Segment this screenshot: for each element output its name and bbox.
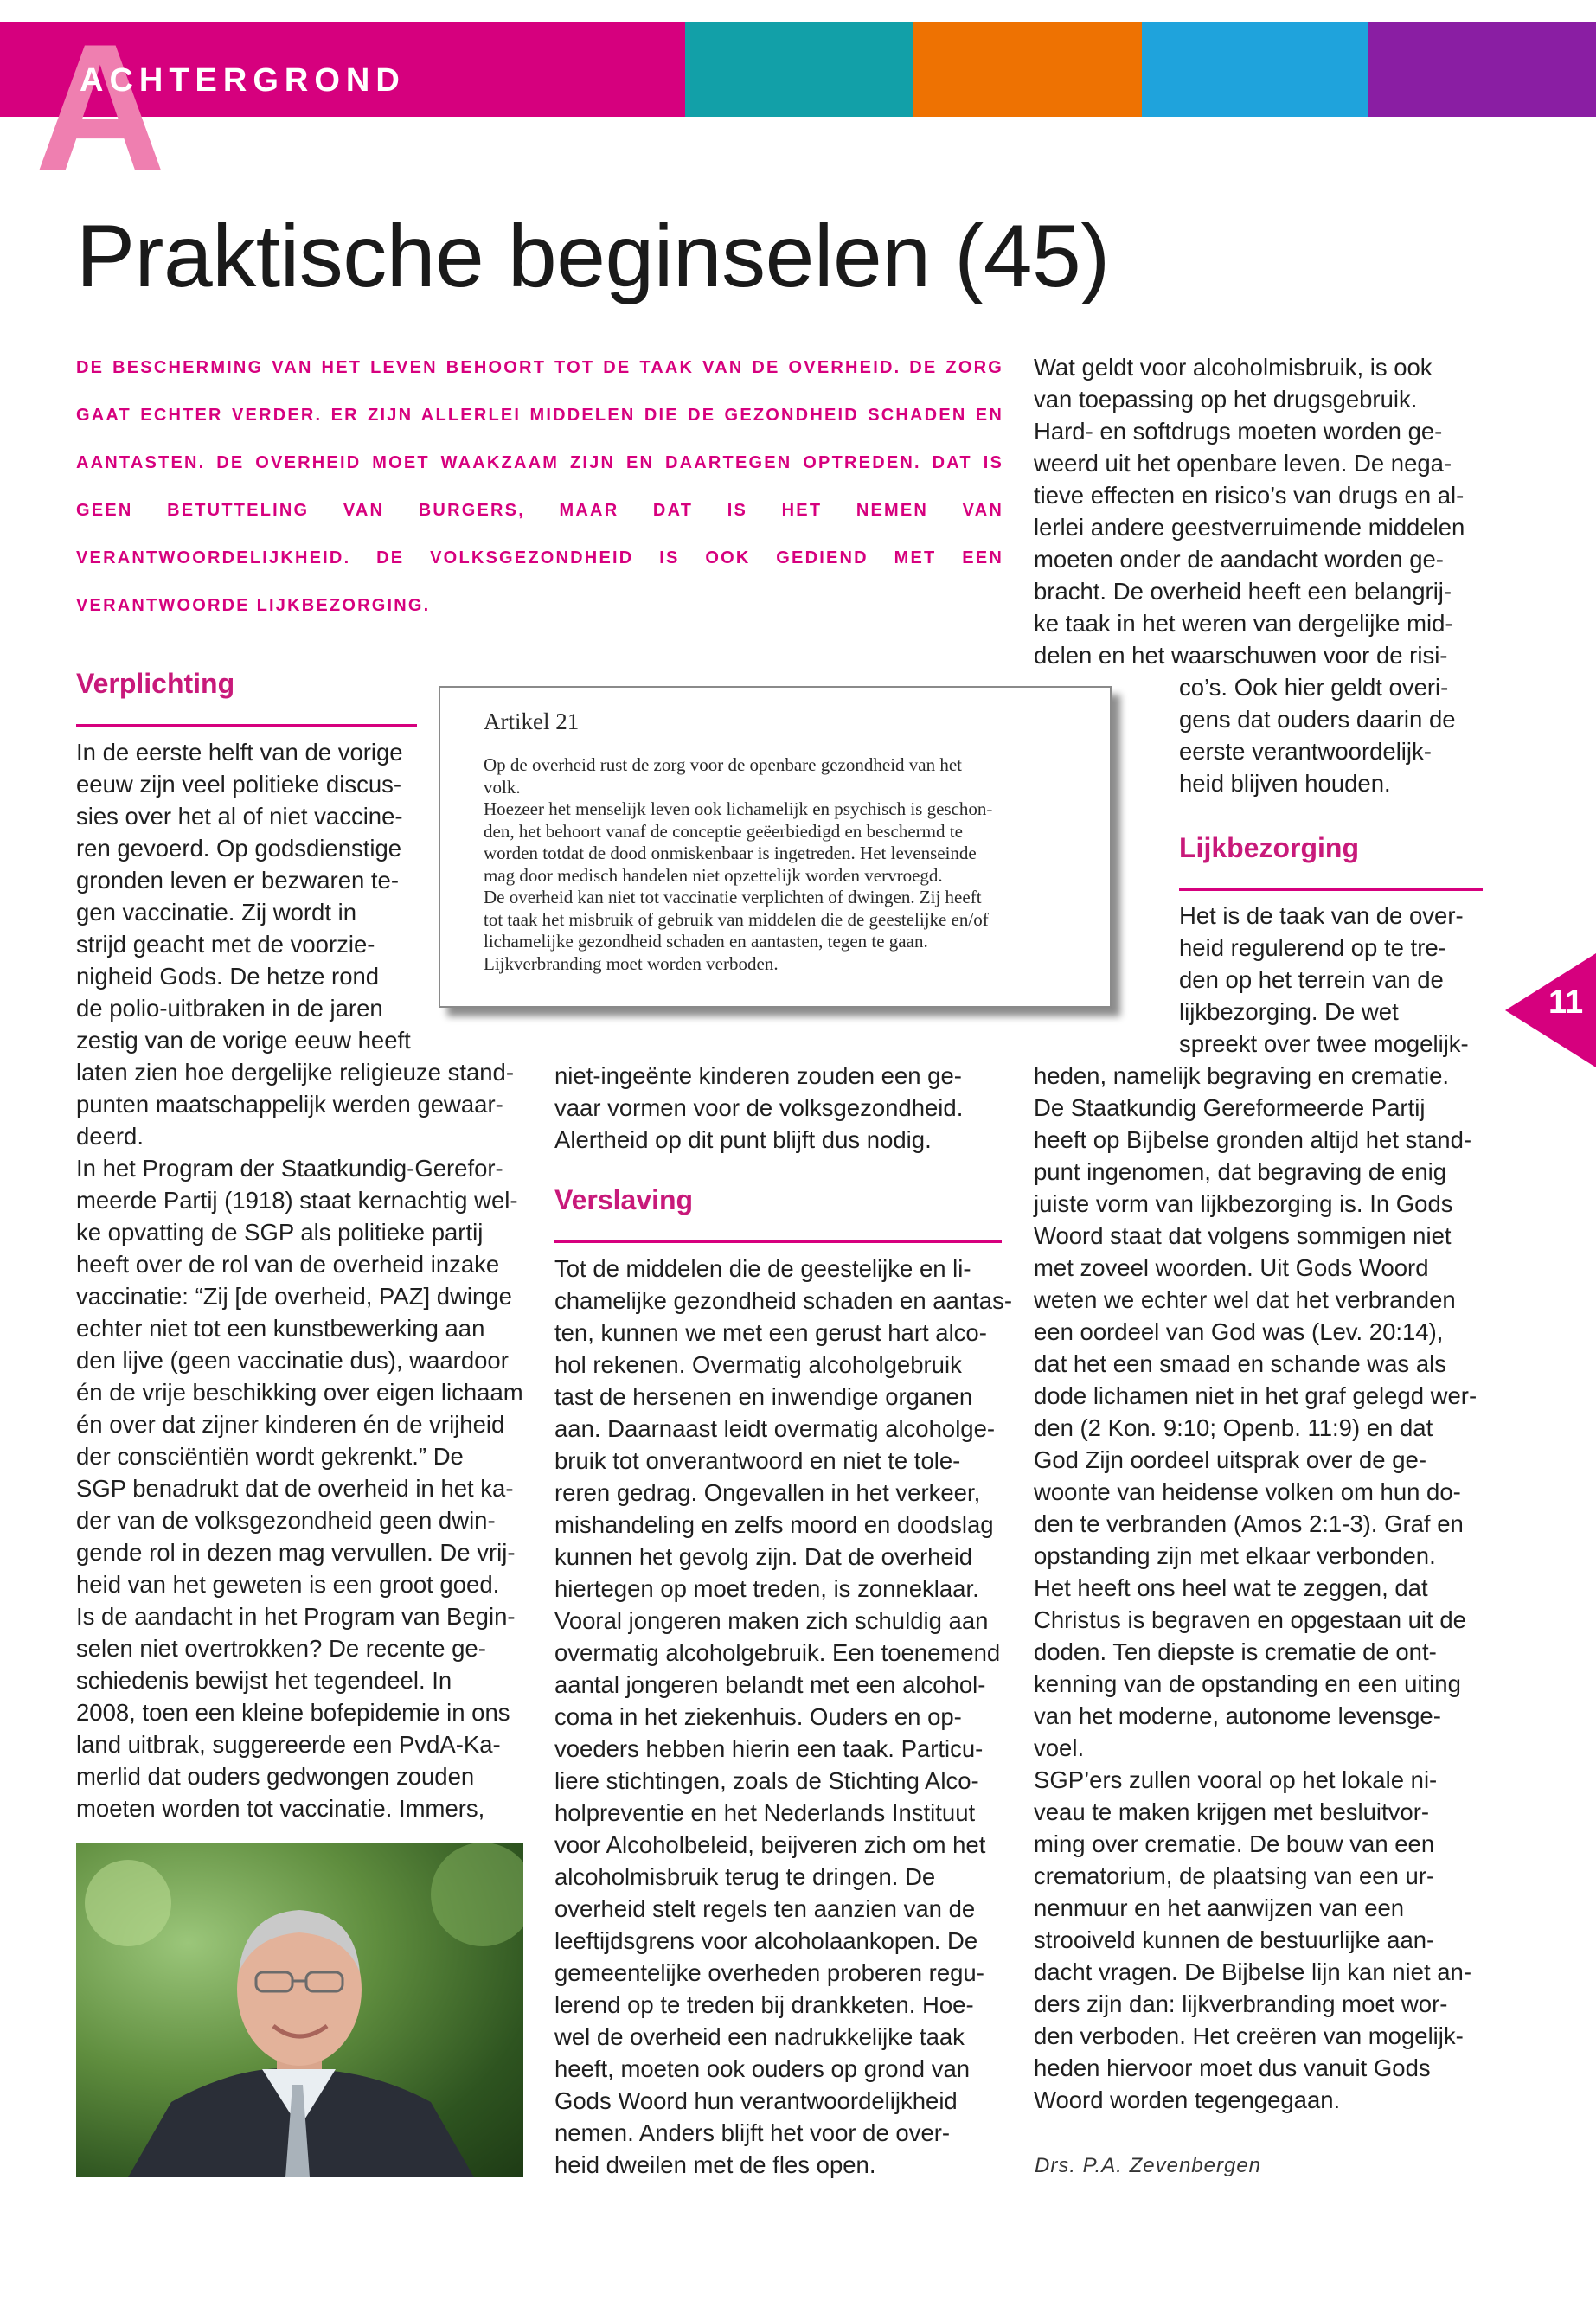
text-line: Lijkverbranding moet worden verboden. <box>484 952 779 974</box>
text-line: overheid stelt regels ten aanzien van de <box>554 1895 976 1922</box>
text-line: volk. <box>484 776 521 798</box>
section-initial: A <box>35 6 166 209</box>
text-line: punten maatschappelijk werden gewaar- <box>76 1091 503 1118</box>
text-line: Hard- en softdrugs moeten worden ge- <box>1034 418 1443 445</box>
text-line: én over dat zijner kinderen én de vrijheid <box>76 1411 505 1438</box>
text-line: gende rol in dezen mag vervullen. De vrij- <box>76 1539 516 1566</box>
text-line: ming over crematie. De bouw van een <box>1034 1830 1435 1857</box>
text-line: worden totdat de dood onmiskenbaar is ingetreden. Het levenseinde <box>484 843 977 863</box>
text-line: Is de aandacht in het Program van Begin- <box>76 1603 516 1630</box>
column-2-text <box>554 1253 1012 2181</box>
column-3-top <box>1034 351 1465 671</box>
text-line: delen en het waarschuwen voor de risi- <box>1034 642 1448 669</box>
text-line: den, het behoort vanaf de conceptie geëerbiedigd en beschermd te <box>484 820 963 842</box>
text-line: ke taak in het weren van dergelijke mid- <box>1034 610 1453 637</box>
text-line: vaccinatie: “Zij [de overheid, PAZ] dwinge <box>76 1283 512 1310</box>
text-line: voeders hebben hierin een taak. Particu- <box>554 1735 984 1762</box>
heading-rule <box>76 724 417 727</box>
text-line: eerste verantwoordelijk- <box>1179 738 1432 765</box>
text-line: tieve effecten en risico’s van drugs en al- <box>1034 482 1465 509</box>
text-line: meerde Partij (1918) staat kernachtig wel- <box>76 1187 518 1214</box>
text-line: SGP’ers zullen vooral op het lokale ni- <box>1034 1766 1438 1793</box>
text-line: Christus is begraven en opgestaan uit de <box>1034 1606 1466 1633</box>
text-line: crematorium, de plaatsing van een ur- <box>1034 1862 1435 1889</box>
text-line: voel. <box>1034 1734 1085 1761</box>
text-line: land uitbrak, suggereerde een PvdA-Ka- <box>76 1731 501 1758</box>
text-line: 2008, toen een kleine bofepidemie in ons <box>76 1699 510 1726</box>
heading-rule <box>554 1240 1002 1243</box>
text-line: Op de overheid rust de zorg voor de openbare gezondheid van het <box>484 754 963 775</box>
text-line: doden. Ten diepste is crematie de ont- <box>1034 1638 1437 1665</box>
text-line: gens dat ouders daarin de <box>1179 706 1456 733</box>
text-line: juiste vorm van lijkbezorging is. In Gods <box>1034 1190 1453 1217</box>
text-line: woonte van heidense volken om hun do- <box>1034 1478 1461 1505</box>
text-line: heeft over de rol van de overheid inzake <box>76 1251 500 1278</box>
header-band-purple <box>1368 22 1596 117</box>
lead-paragraph: DE BESCHERMING VAN HET LEVEN BEHOORT TOT DE TAAK VAN DE OVERHEID. DE ZORG GAAT ECHTER VERDER. ER ZIJN ALLERLEI MIDDELEN DIE DE GEZONDHEID SCHADEN EN AANTASTEN. DE OVERHEID MOET WAAKZAAM ZIJN EN DAARTEGEN OPTREDEN. DAT IS GEEN BETUTTELING VAN BURGERS, MAAR DAT IS HET NEMEN VAN VERANTWOORDELIJKHEID. DE VOLKSGEZONDHEID IS OOK GEDIEND MET EEN VERANTWOORDE LIJKBEZORGING. <box>76 358 1003 615</box>
text-line: leeftijdsgrens voor alcoholaankopen. De <box>554 1927 978 1954</box>
text-line: Het is de taak van de over- <box>1179 902 1464 929</box>
text-line: een oordeel van God was (Lev. 20:14), <box>1034 1318 1444 1345</box>
text-line: veau te maken krijgen met besluitvor- <box>1034 1798 1430 1825</box>
text-line: moeten onder de aandacht worden ge- <box>1034 546 1444 573</box>
text-line: ders zijn dan: lijkverbranding moet wor- <box>1034 1990 1448 2017</box>
text-line: alcoholmisbruik terug te dringen. De <box>554 1863 936 1890</box>
column-3-narrow <box>1179 671 1456 799</box>
text-line: echter niet tot een kunstbewerking aan <box>76 1315 485 1342</box>
text-line: In het Program der Staatkundig-Gerefor- <box>76 1155 503 1182</box>
text-line: gemeentelijke overheden proberen regu- <box>554 1959 984 1986</box>
text-line: tast de hersenen en inwendige organen <box>554 1383 973 1410</box>
text-line: holpreventie en het Nederlands Instituut <box>554 1799 976 1826</box>
text-line: overmatig alcoholgebruik. Een toenemend <box>554 1639 1001 1666</box>
text-line: aantal jongeren belandt met een alcohol- <box>554 1671 986 1698</box>
text-line: gen vaccinatie. Zij wordt in <box>76 899 357 926</box>
text-line: tot taak het misbruik of gebruik van middelen die de geestelijke en/of <box>484 908 989 930</box>
text-line: heid regulerend op te tre- <box>1179 934 1446 961</box>
article-21-text <box>484 754 1086 975</box>
text-line: moeten worden tot vaccinatie. Immers, <box>76 1795 485 1822</box>
text-line: God Zijn oordeel uitsprak over de ge- <box>1034 1446 1426 1473</box>
text-line: hiertegen op moet treden, is zonneklaar. <box>554 1575 979 1602</box>
text-line: Alertheid op dit punt blijft dus nodig. <box>554 1126 932 1153</box>
text-line: den verboden. Het creëren van mogelijk- <box>1034 2022 1464 2049</box>
text-line: punt ingenomen, dat begraving de enig <box>1034 1158 1447 1185</box>
page-number: 11 <box>1548 984 1584 1021</box>
section-label: ACHTERGROND <box>80 62 406 99</box>
text-line: lerend op te treden bij drankketen. Hoe- <box>554 1991 974 2018</box>
heading-lijkbezorging: Lijkbezorging <box>1179 832 1359 863</box>
text-line: den te verbranden (Amos 2:1-3). Graf en <box>1034 1510 1464 1537</box>
author-portrait-illustration <box>76 1843 523 2177</box>
page-title: Praktische beginselen (45) <box>76 207 1110 305</box>
article-21-title: Artikel 21 <box>484 708 580 734</box>
text-line: Wat geldt voor alcoholmisbruik, is ook <box>1034 354 1433 381</box>
text-line: Het heeft ons heel wat te zeggen, dat <box>1034 1574 1428 1601</box>
text-line: heid blijven houden. <box>1179 770 1391 797</box>
text-line: Hoezeer het menselijk leven ook lichamelijk en psychisch is geschon- <box>484 798 993 819</box>
text-line: nigheid Gods. De hetze rond <box>76 963 380 990</box>
text-line: heid van het geweten is een groot goed. <box>76 1571 500 1598</box>
heading-verslaving: Verslaving <box>554 1184 694 1215</box>
text-line: strijd geacht met de voorzie- <box>76 931 375 958</box>
text-line: wel de overheid een nadrukkelijke taak <box>554 2023 965 2050</box>
text-line: Vooral jongeren maken zich schuldig aan <box>554 1607 989 1634</box>
column-3-text <box>1034 1060 1477 2116</box>
text-line: De overheid kan niet tot vaccinatie verplichten of dwingen. Zij heeft <box>484 887 982 907</box>
text-line: hol rekenen. Overmatig alcoholgebruik <box>554 1351 962 1378</box>
text-line: lerlei andere geestverruimende middelen <box>1034 514 1465 541</box>
text-line: De Staatkundig Gereformeerde Partij <box>1034 1094 1426 1121</box>
header-band-blue <box>1142 22 1368 117</box>
text-line: niet-ingeënte kinderen zouden een ge- <box>554 1062 962 1089</box>
text-line: dacht vragen. De Bijbelse lijn kan niet an- <box>1034 1958 1471 1985</box>
text-line: deerd. <box>76 1123 144 1150</box>
text-line: reren gedrag. Ongevallen in het verkeer, <box>554 1479 981 1506</box>
text-line: chamelijke gezondheid schaden en aantas- <box>554 1287 1012 1314</box>
text-line: ten, kunnen we met een gerust hart alco- <box>554 1319 987 1346</box>
text-line: liere stichtingen, zoals de Stichting Alco- <box>554 1767 979 1794</box>
text-line: sies over het al of niet vaccine- <box>76 803 403 830</box>
text-line: strooiveld kunnen de bestuurlijke aan- <box>1034 1926 1435 1953</box>
text-line: SGP benadrukt dat de overheid in het ka- <box>76 1475 514 1502</box>
text-line: co’s. Ook hier geldt overi- <box>1179 674 1449 701</box>
text-line: coma in het ziekenhuis. Ouders en op- <box>554 1703 962 1730</box>
heading-rule <box>1179 888 1483 891</box>
text-line: heden, namelijk begraving en crematie. <box>1034 1062 1450 1089</box>
text-line: de polio-uitbraken in de jaren <box>76 995 383 1022</box>
text-line: schiedenis bewijst het tegendeel. In <box>76 1667 452 1694</box>
text-line: Tot de middelen die de geestelijke en li- <box>554 1255 971 1282</box>
text-line: den (2 Kon. 9:10; Openb. 11:9) en dat <box>1034 1414 1433 1441</box>
text-line: van toepassing op het drugsgebruik. <box>1034 386 1418 413</box>
text-line: bruik tot onverantwoord en niet te tole- <box>554 1447 961 1474</box>
text-line: én de vrije beschikking over eigen lichaam <box>76 1379 523 1406</box>
header-band-teal <box>685 22 913 117</box>
text-line: mag door medisch handelen niet opzettelijk worden vervroegd. <box>484 864 943 886</box>
heading-verplichting: Verplichting <box>76 668 235 699</box>
text-line: kenning van de opstanding en een uiting <box>1034 1670 1461 1697</box>
text-line: weerd uit het openbare leven. De nega- <box>1034 450 1452 477</box>
text-line: merlid dat ouders gedwongen zouden <box>76 1763 475 1790</box>
column-3-narrow-2 <box>1179 900 1469 1060</box>
text-line: Gods Woord hun verantwoordelijkheid <box>554 2087 958 2114</box>
text-line: gronden leven er bezwaren te- <box>76 867 400 894</box>
text-line: Woord worden tegengegaan. <box>1034 2086 1341 2113</box>
text-line: mishandeling en zelfs moord en doodslag <box>554 1511 994 1538</box>
text-line: nemen. Anders blijft het voor de over- <box>554 2119 951 2146</box>
text-line: den lijve (geen vaccinatie dus), waardoor <box>76 1347 509 1374</box>
text-line: opstanding zijn met elkaar verbonden. <box>1034 1542 1436 1569</box>
text-line: der van de volksgezondheid geen dwin- <box>76 1507 496 1534</box>
text-line: selen niet overtrokken? De recente ge- <box>76 1635 486 1662</box>
text-line: ren gevoerd. Op godsdienstige <box>76 835 402 862</box>
text-line: laten zien hoe dergelijke religieuze stand- <box>76 1059 515 1086</box>
text-line: spreekt over twee mogelijk- <box>1179 1030 1469 1057</box>
text-line: bracht. De overheid heeft een belangrij- <box>1034 578 1452 605</box>
text-line: kunnen het gevolg zijn. Dat de overheid <box>554 1543 973 1570</box>
text-line: dat het een smaad en schande was als <box>1034 1350 1446 1377</box>
text-line: vaar vormen voor de volksgezondheid. <box>554 1094 964 1121</box>
header-band-orange <box>913 22 1142 117</box>
text-line: heeft, moeten ook ouders op grond van <box>554 2055 971 2082</box>
text-line: In de eerste helft van de vorige <box>76 739 403 766</box>
column-2-intro <box>554 1060 963 1156</box>
text-line: lichamelijke gezondheid schaden en aantasten, tegen te gaan. <box>484 931 928 952</box>
text-line: van het moderne, autonome levensge- <box>1034 1702 1441 1729</box>
text-line: nenmuur en het aanwijzen van een <box>1034 1894 1405 1921</box>
text-line: der consciëntiën wordt gekrenkt.” De <box>76 1443 464 1470</box>
text-line: heid dweilen met de fles open. <box>554 2151 876 2178</box>
text-line: heden hiervoor moet dus vanuit Gods <box>1034 2054 1431 2081</box>
text-line: met zoveel woorden. Uit Gods Woord <box>1034 1254 1429 1281</box>
text-line: weten we echter wel dat het verbranden <box>1034 1286 1456 1313</box>
text-line: ke opvatting de SGP als politieke partij <box>76 1219 484 1246</box>
text-line: Woord staat dat volgens sommigen niet <box>1034 1222 1452 1249</box>
text-line: lijkbezorging. De wet <box>1179 998 1399 1025</box>
text-line: den op het terrein van de <box>1179 966 1444 993</box>
text-line: dode lichamen niet in het graf gelegd wer- <box>1034 1382 1477 1409</box>
article-21-box <box>439 686 1112 1008</box>
text-line: aan. Daarnaast leidt overmatig alcoholge- <box>554 1415 996 1442</box>
text-line: zestig van de vorige eeuw heeft <box>76 1027 411 1054</box>
text-line: voor Alcoholbeleid, beijveren zich om het <box>554 1831 986 1858</box>
author-photo <box>76 1843 523 2177</box>
author-signature: Drs. P.A. Zevenbergen <box>1035 2154 1262 2177</box>
text-line: eeuw zijn veel politieke discus- <box>76 771 402 798</box>
text-line: heeft op Bijbelse gronden altijd het stand- <box>1034 1126 1472 1153</box>
